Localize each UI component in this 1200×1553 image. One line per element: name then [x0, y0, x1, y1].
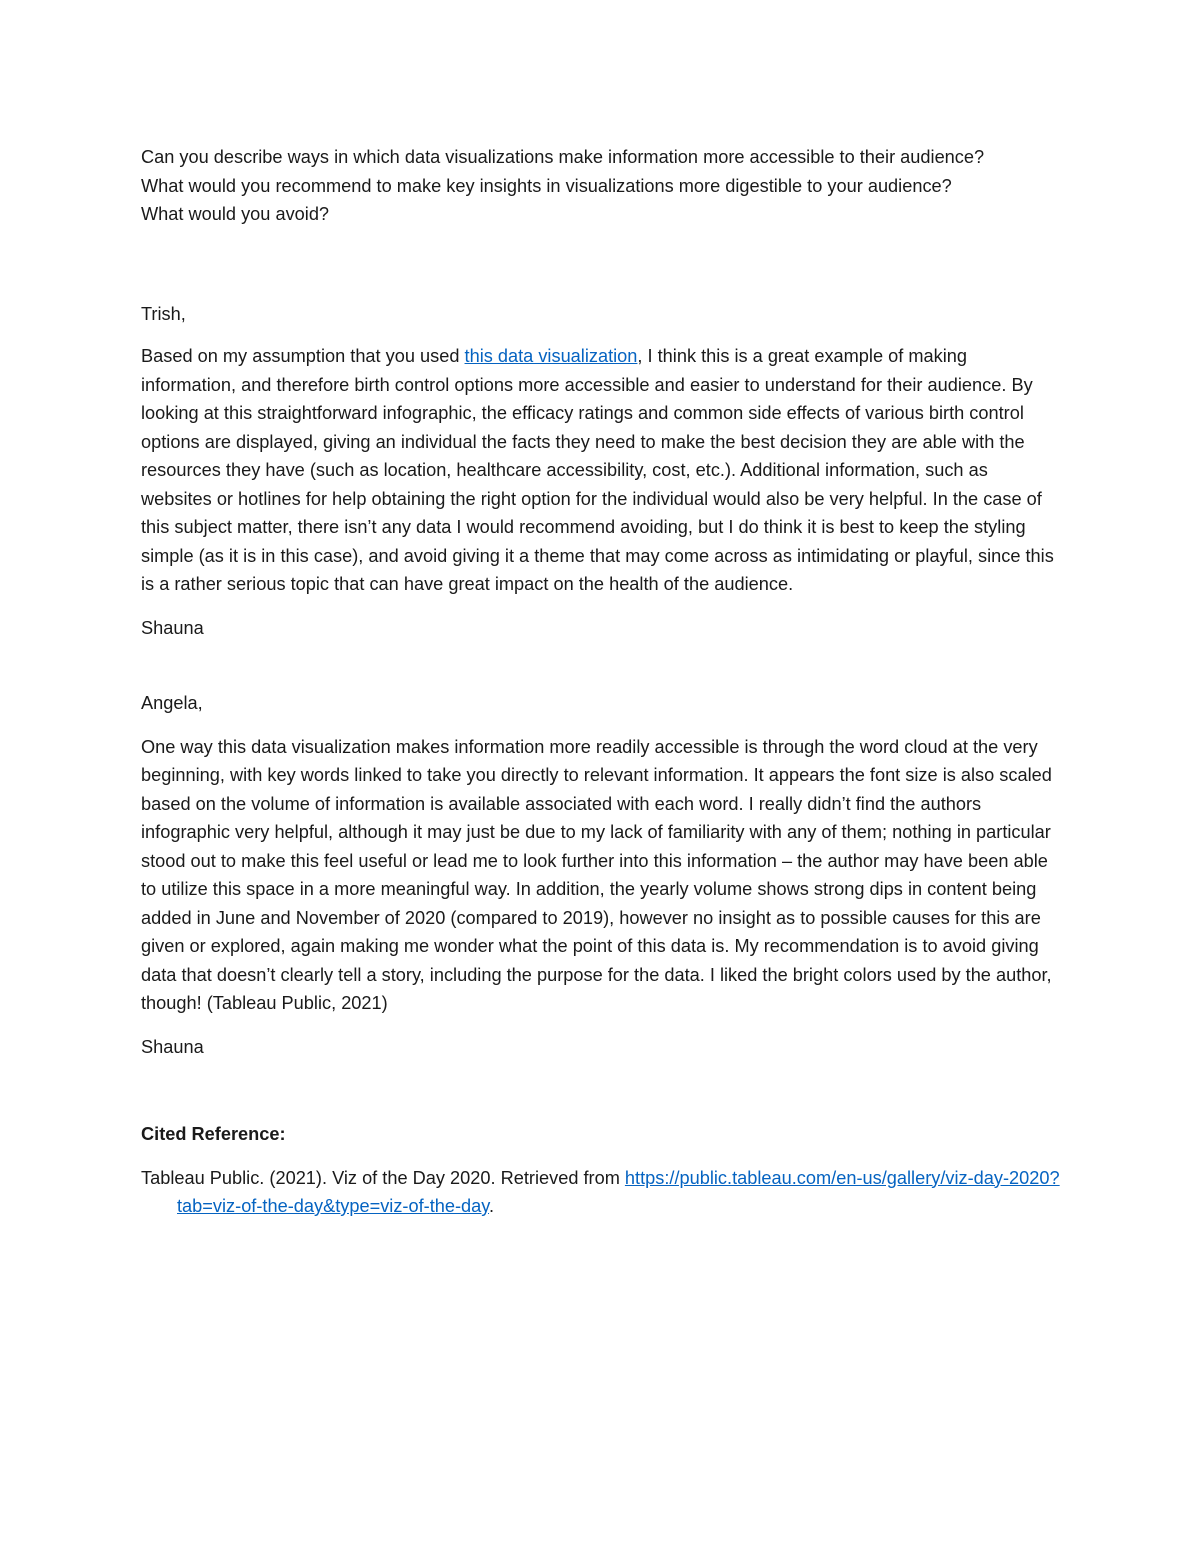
prompt-line-3: What would you avoid? — [141, 204, 330, 224]
reply-1-signature: Shauna — [141, 617, 204, 638]
reply-2-signature: Shauna — [141, 1036, 204, 1057]
reply-1-text-start: Based on my assumption that you used — [141, 346, 465, 366]
citation-url-link[interactable]: https://public.tableau.com/en-us/gallery/viz-day-2020?tab=viz-of-the-day&type=viz-of-the-day — [177, 1167, 1060, 1216]
reply-2-salutation: Angela, — [141, 693, 203, 713]
reply-1-text-end: , I think this is a great example of making information, and therefore birth control options more accessible and easier to understand for their audience. By looking at this straightforward infographic, the efficacy ratings and common side effects of various birth control options are displayed, giving an individual the facts they need to make the best decision they are able with the resources they have (such as location, healthcare accessibility, cost, etc.). Additional information, such as websites or hotlines for help obtaining the right option for the individual would also be very helpful. In the case of this subject matter, there isn’t any data I would recommend avoiding, but I do think it is best to keep the styling simple (as it is in this case), and avoid giving it a theme that may come across as intimidating or playful, since this is a rather serious topic that can have great impact on the health of the audience. — [141, 346, 1054, 594]
reply-1-body — [141, 342, 1061, 599]
document-page — [141, 143, 1061, 1221]
reply-2-body: One way this data visualization makes information more readily accessible is through the word cloud at the very beginning, with key words linked to take you directly to relevant information. It appears the font size is also scaled based on the volume of information is available associated with each word. I really didn’t find the authors infographic very helpful, although it may just be due to my lack of familiarity with any of them; nothing in particular stood out to make this feel useful or lead me to look further into this information – the author may have been able to utilize this space in a more meaningful way. In addition, the yearly volume shows strong dips in content being added in June and November of 2020 (compared to 2019), however no insight as to possible causes for this are given or explored, again making me wonder what the point of this data is. My recommendation is to avoid giving data that doesn’t clearly tell a story, including the purpose for the data. I liked the bright colors used by the author, though! (Tableau Public, 2021) — [141, 736, 1052, 1013]
prompt-line-2: What would you recommend to make key insights in visualizations more digestible to your audience? — [141, 175, 952, 196]
reply-1-salutation: Trish, — [141, 303, 186, 324]
discussion-prompt — [141, 143, 1061, 229]
citation-text: Tableau Public. (2021). Viz of the Day 2020. Retrieved from — [141, 1167, 625, 1188]
citation-end: . — [489, 1196, 495, 1216]
data-visualization-link[interactable]: this data visualization — [464, 346, 638, 366]
prompt-line-1: Can you describe ways in which data visualizations make information more accessible to their audience? — [141, 147, 985, 167]
cited-reference-heading: Cited Reference: — [141, 1124, 286, 1144]
citation-entry — [141, 1164, 1061, 1221]
